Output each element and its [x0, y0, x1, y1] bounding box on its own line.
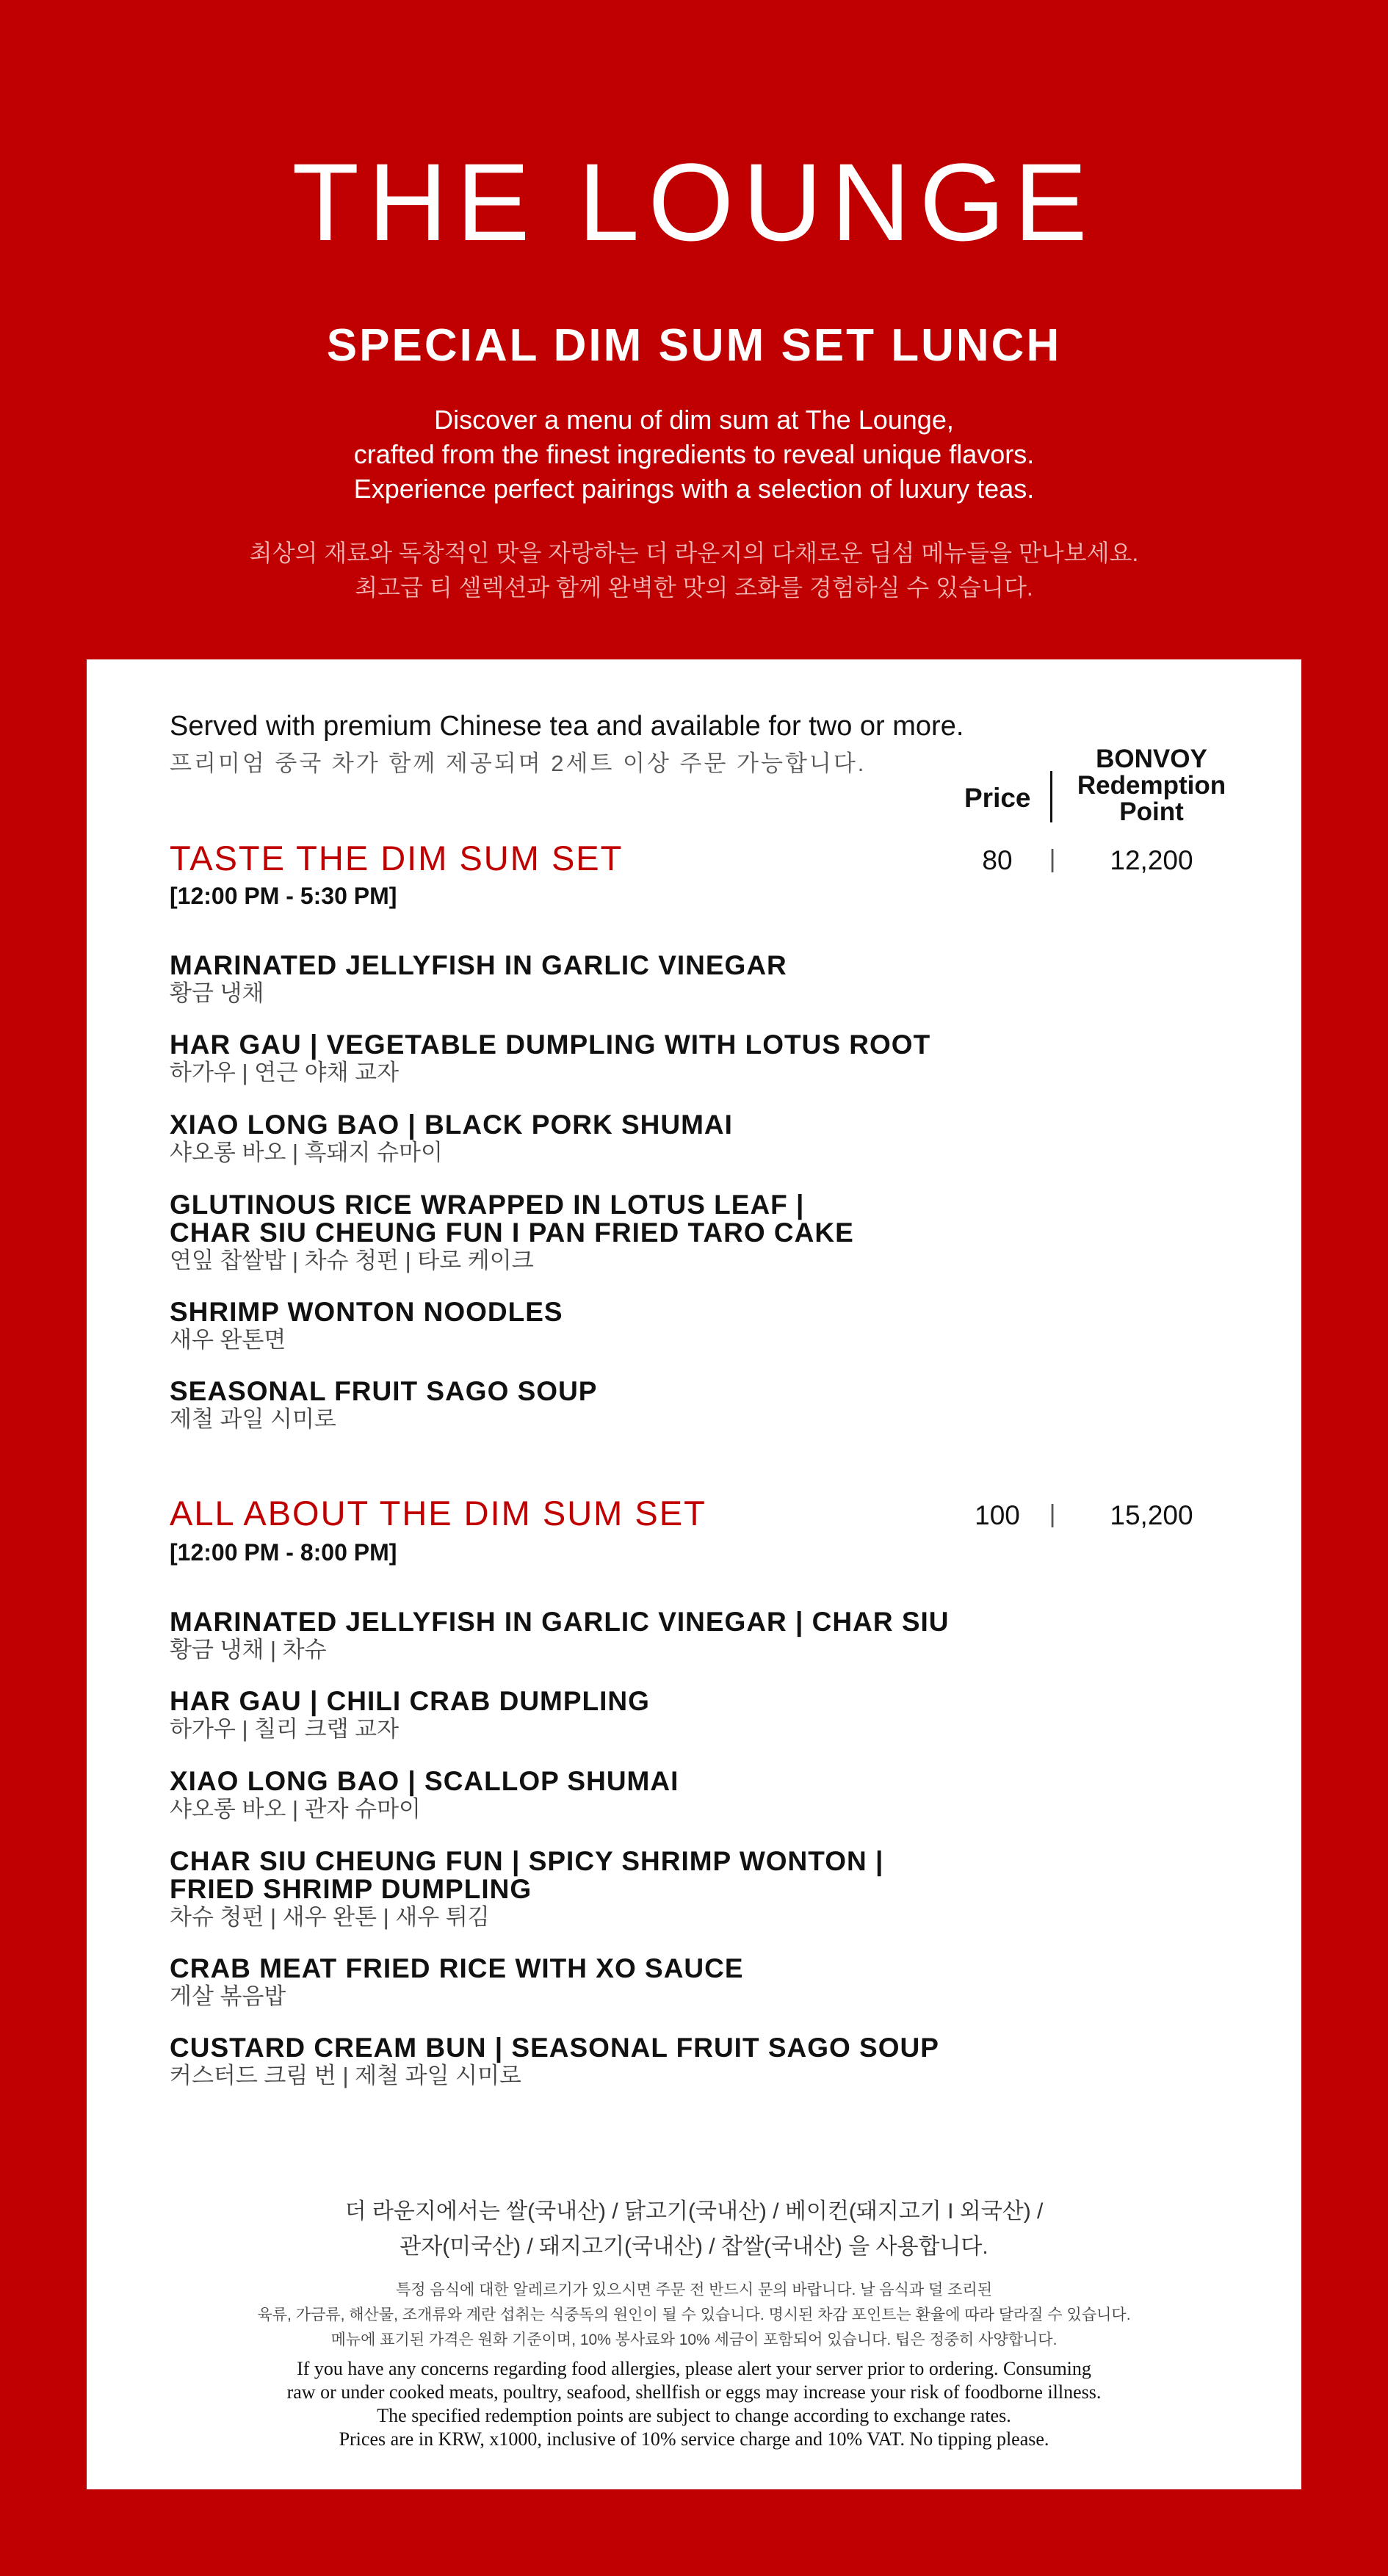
menu-item-name: SEASONAL FRUIT SAGO SOUP: [170, 1376, 598, 1406]
footer-line: Prices are in KRW, x1000, inclusive of 10% service charge and 10% VAT. No tipping please.: [339, 2428, 1049, 2450]
points-header-line: Point: [1119, 797, 1184, 826]
menu-card: [87, 659, 1301, 2489]
served-note-en: Served with premium Chinese tea and available for two or more.: [170, 711, 964, 742]
menu-item-korean: 커스터드 크림 번 | 제철 과일 시미로: [170, 2063, 521, 2088]
menu-item-name: MARINATED JELLYFISH IN GARLIC VINEGAR | CHAR SIU: [170, 1607, 950, 1637]
menu-item-korean: 하가우 | 칠리 크랩 교자: [170, 1716, 400, 1742]
served-note-ko: 프리미엄 중국 차가 함께 제공되며 2세트 이상 주문 가능합니다.: [170, 750, 867, 776]
menu-item-name: GLUTINOUS RICE WRAPPED IN LOTUS LEAF |: [170, 1190, 805, 1220]
menu-item-name: XIAO LONG BAO | SCALLOP SHUMAI: [170, 1766, 679, 1796]
page-subtitle: SPECIAL DIM SUM SET LUNCH: [326, 320, 1062, 371]
set-price: 80: [982, 845, 1013, 875]
footer-line: 특정 음식에 대한 알레르기가 있으시면 주문 전 반드시 문의 바랍니다. 날 음식과 덜 조리된: [396, 2282, 992, 2298]
origin-notice-ko: [87, 2194, 1301, 2265]
menu-item-name: XIAO LONG BAO | BLACK PORK SHUMAI: [170, 1110, 733, 1140]
intro-line: Experience perfect pairings with a selection of luxury teas.: [353, 474, 1035, 504]
points-header-line: Redemption: [1077, 771, 1226, 800]
menu-item-korean: 하가우 | 연근 야채 교자: [170, 1060, 400, 1085]
menu-item-korean: 제철 과일 시미로: [170, 1406, 336, 1432]
set-separator: |: [1049, 1500, 1056, 1528]
menu-item-korean: 게살 볶음밥: [170, 1983, 286, 2009]
footer-line: If you have any concerns regarding food allergies, please alert your server prior to ordering. Consuming: [297, 2358, 1091, 2379]
menu-item-korean: 황금 냉채 | 차슈: [170, 1637, 327, 1663]
intro-english: [0, 402, 1388, 506]
menu-item-korean: 새우 완톤면: [170, 1327, 286, 1353]
menu-item-korean: 샤오롱 바오 | 관자 슈마이: [170, 1796, 421, 1822]
footer-line: 메뉴에 표기된 가격은 원화 기준이며, 10% 봉사료와 10% 세금이 포함되어 있습니다. 팁은 정중히 사양합니다.: [330, 2331, 1058, 2348]
set-time: [12:00 PM - 8:00 PM]: [170, 1539, 397, 1566]
menu-item-korean: 샤오롱 바오 | 흑돼지 슈마이: [170, 1140, 443, 1165]
intro-line: Discover a menu of dim sum at The Lounge,: [434, 405, 954, 435]
column-divider: [1050, 771, 1052, 822]
points-header-line: BONVOY: [1096, 745, 1207, 773]
menu-item-korean: 차슈 청펀 | 새우 완톤 | 새우 튀김: [170, 1904, 490, 1930]
intro-korean: [0, 536, 1388, 605]
page-title: THE LOUNGE: [292, 140, 1096, 264]
footer-line: The specified redemption points are subject to change according to exchange rates.: [377, 2405, 1011, 2426]
menu-item-name: CHAR SIU CHEUNG FUN | SPICY SHRIMP WONTON |: [170, 1846, 884, 1876]
menu-item-name: SHRIMP WONTON NOODLES: [170, 1297, 563, 1327]
set-title: TASTE THE DIM SUM SET: [170, 839, 623, 878]
intro-line: crafted from the finest ingredients to reveal unique flavors.: [353, 439, 1035, 469]
footer-line: 더 라운지에서는 쌀(국내산) / 닭고기(국내산) / 베이컨(돼지고기 I 외국산) /: [344, 2199, 1044, 2224]
allergy-notice-en: [87, 2357, 1301, 2451]
menu-item-name: FRIED SHRIMP DUMPLING: [170, 1874, 532, 1904]
menu-item-name: CUSTARD CREAM BUN | SEASONAL FRUIT SAGO SOUP: [170, 2033, 939, 2063]
set-points: 15,200: [1110, 1500, 1193, 1530]
menu-item-korean: 황금 냉채: [170, 980, 264, 1006]
intro-line: 최고급 티 셀렉션과 함께 완벽한 맛의 조화를 경험하실 수 있습니다.: [355, 574, 1033, 601]
allergy-notice-ko: [87, 2278, 1301, 2353]
menu-item-name: HAR GAU | VEGETABLE DUMPLING WITH LOTUS ROOT: [170, 1030, 931, 1060]
set-separator: |: [1049, 845, 1056, 873]
set-points: 12,200: [1110, 845, 1193, 875]
set-time: [12:00 PM - 5:30 PM]: [170, 883, 397, 909]
set-title: ALL ABOUT THE DIM SUM SET: [170, 1494, 706, 1533]
menu-item-name: HAR GAU | CHILI CRAB DUMPLING: [170, 1686, 650, 1716]
points-column-header: [1060, 746, 1243, 825]
footer-line: 육류, 가금류, 해산물, 조개류와 계란 섭취는 식중독의 원인이 될 수 있습니다. 명시된 차감 포인트는 환율에 따라 달라질 수 있습니다.: [257, 2307, 1131, 2323]
menu-item-name: CHAR SIU CHEUNG FUN I PAN FRIED TARO CAKE: [170, 1218, 854, 1248]
menu-item-korean: 연잎 찹쌀밥 | 차슈 청펀 | 타로 케이크: [170, 1248, 534, 1273]
menu-item-name: MARINATED JELLYFISH IN GARLIC VINEGAR: [170, 950, 787, 980]
price-column-header: Price: [964, 783, 1031, 813]
menu-item-name: CRAB MEAT FRIED RICE WITH XO SAUCE: [170, 1953, 744, 1983]
intro-line: 최상의 재료와 독창적인 맛을 자랑하는 더 라운지의 다채로운 딤섬 메뉴들을 만나보세요.: [249, 540, 1139, 566]
set-price: 100: [975, 1500, 1020, 1530]
footer-line: 관자(미국산) / 돼지고기(국내산) / 찹쌀(국내산) 을 사용합니다.: [400, 2235, 988, 2259]
footer-line: raw or under cooked meats, poultry, seafood, shellfish or eggs may increase your risk of foodborne illness.: [286, 2381, 1102, 2403]
